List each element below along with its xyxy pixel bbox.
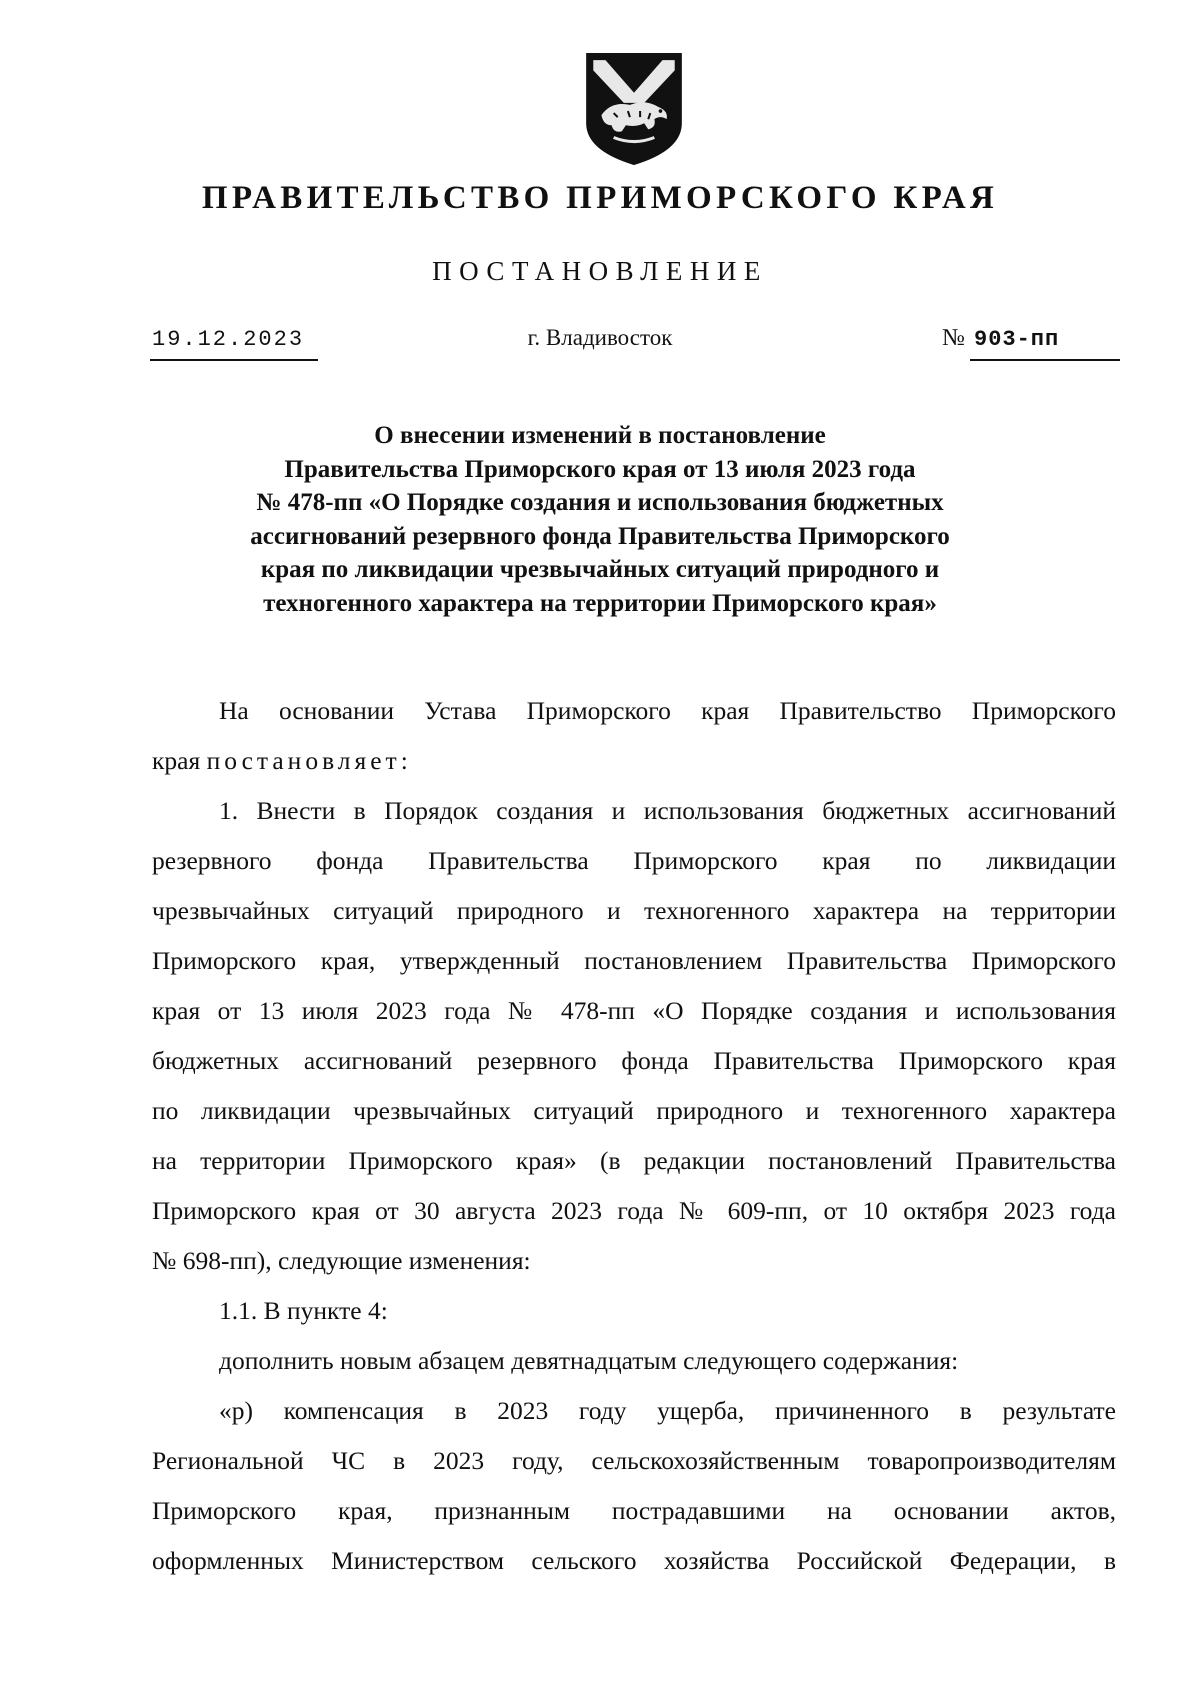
preamble-word: края (152, 746, 201, 775)
preamble-line (152, 743, 1116, 793)
document-body (152, 693, 1116, 1593)
quote-line: Приморского края, признанным пострадавшими на основании актов, (152, 1496, 1116, 1525)
resolves-word: постановляет: (206, 746, 412, 775)
paragraph-line: № 698-пп), следующие изменения: (152, 1246, 531, 1275)
government-title: ПРАВИТЕЛЬСТВО ПРИМОРСКОГО КРАЯ (201, 180, 999, 216)
document-type: ПОСТАНОВЛЕНИЕ (432, 256, 768, 286)
preamble-line: На основании Устава Приморского края Правительство Приморского (219, 696, 1116, 725)
date-underline (150, 359, 318, 361)
paragraph-line: края от 13 июля 2023 года № 478-пп «О Порядке создания и использования (152, 996, 1116, 1025)
paragraph-line: чрезвычайных ситуаций природного и техногенного характера на территории (152, 896, 1116, 925)
subject-line: техногенного характера на территории Приморского края» (263, 589, 937, 617)
subject-line: ассигнований резервного фонда Правительства Приморского (250, 522, 950, 550)
document-meta (0, 327, 1200, 367)
item-text: дополнить новым абзацем девятнадцатым следующего содержания: (219, 1346, 959, 1375)
paragraph-line: Приморского края, утвержденный постановлением Правительства Приморского (152, 946, 1116, 975)
paragraph-line: по ликвидации чрезвычайных ситуаций природного и техногенного характера (152, 1096, 1116, 1125)
subject-line: № 478-пп «О Порядке создания и использования бюджетных (256, 489, 944, 516)
paragraph-line: Приморского края от 30 августа 2023 года № 609-пп, от 10 октября 2023 года (152, 1196, 1116, 1225)
quote-line: Региональной ЧС в 2023 году, сельскохозяйственным товаропроизводителям (152, 1446, 1116, 1475)
document-subject (200, 419, 1000, 620)
quote-line: оформленных Министерством сельского хозяйства Российской Федерации, в (152, 1546, 1116, 1575)
subject-line: Правительства Приморского края от 13 июля 2023 года (284, 455, 916, 483)
subject-line: края по ликвидации чрезвычайных ситуаций природного и (260, 556, 940, 583)
document-date: 19.12.2023 (152, 327, 305, 352)
document-city: г. Владивосток (527, 325, 673, 350)
coat-of-arms-icon (583, 52, 685, 166)
paragraph-line: резервного фонда Правительства Приморского края по ликвидации (152, 846, 1116, 875)
quote-line: «р) компенсация в 2023 году ущерба, причиненного в результате (219, 1396, 1116, 1425)
paragraph-line: на территории Приморского края» (в редакции постановлений Правительства (152, 1146, 1116, 1175)
paragraph-line: бюджетных ассигнований резервного фонда Правительства Приморского края (152, 1046, 1116, 1075)
number-underline (970, 359, 1120, 361)
document-number: 903-пп (974, 327, 1060, 352)
item-heading: 1.1. В пункте 4: (219, 1296, 388, 1325)
number-label: № (942, 325, 965, 351)
subject-line: О внесении изменений в постановление (374, 422, 826, 449)
paragraph-line: 1. Внести в Порядок создания и использования бюджетных ассигнований (219, 796, 1116, 825)
